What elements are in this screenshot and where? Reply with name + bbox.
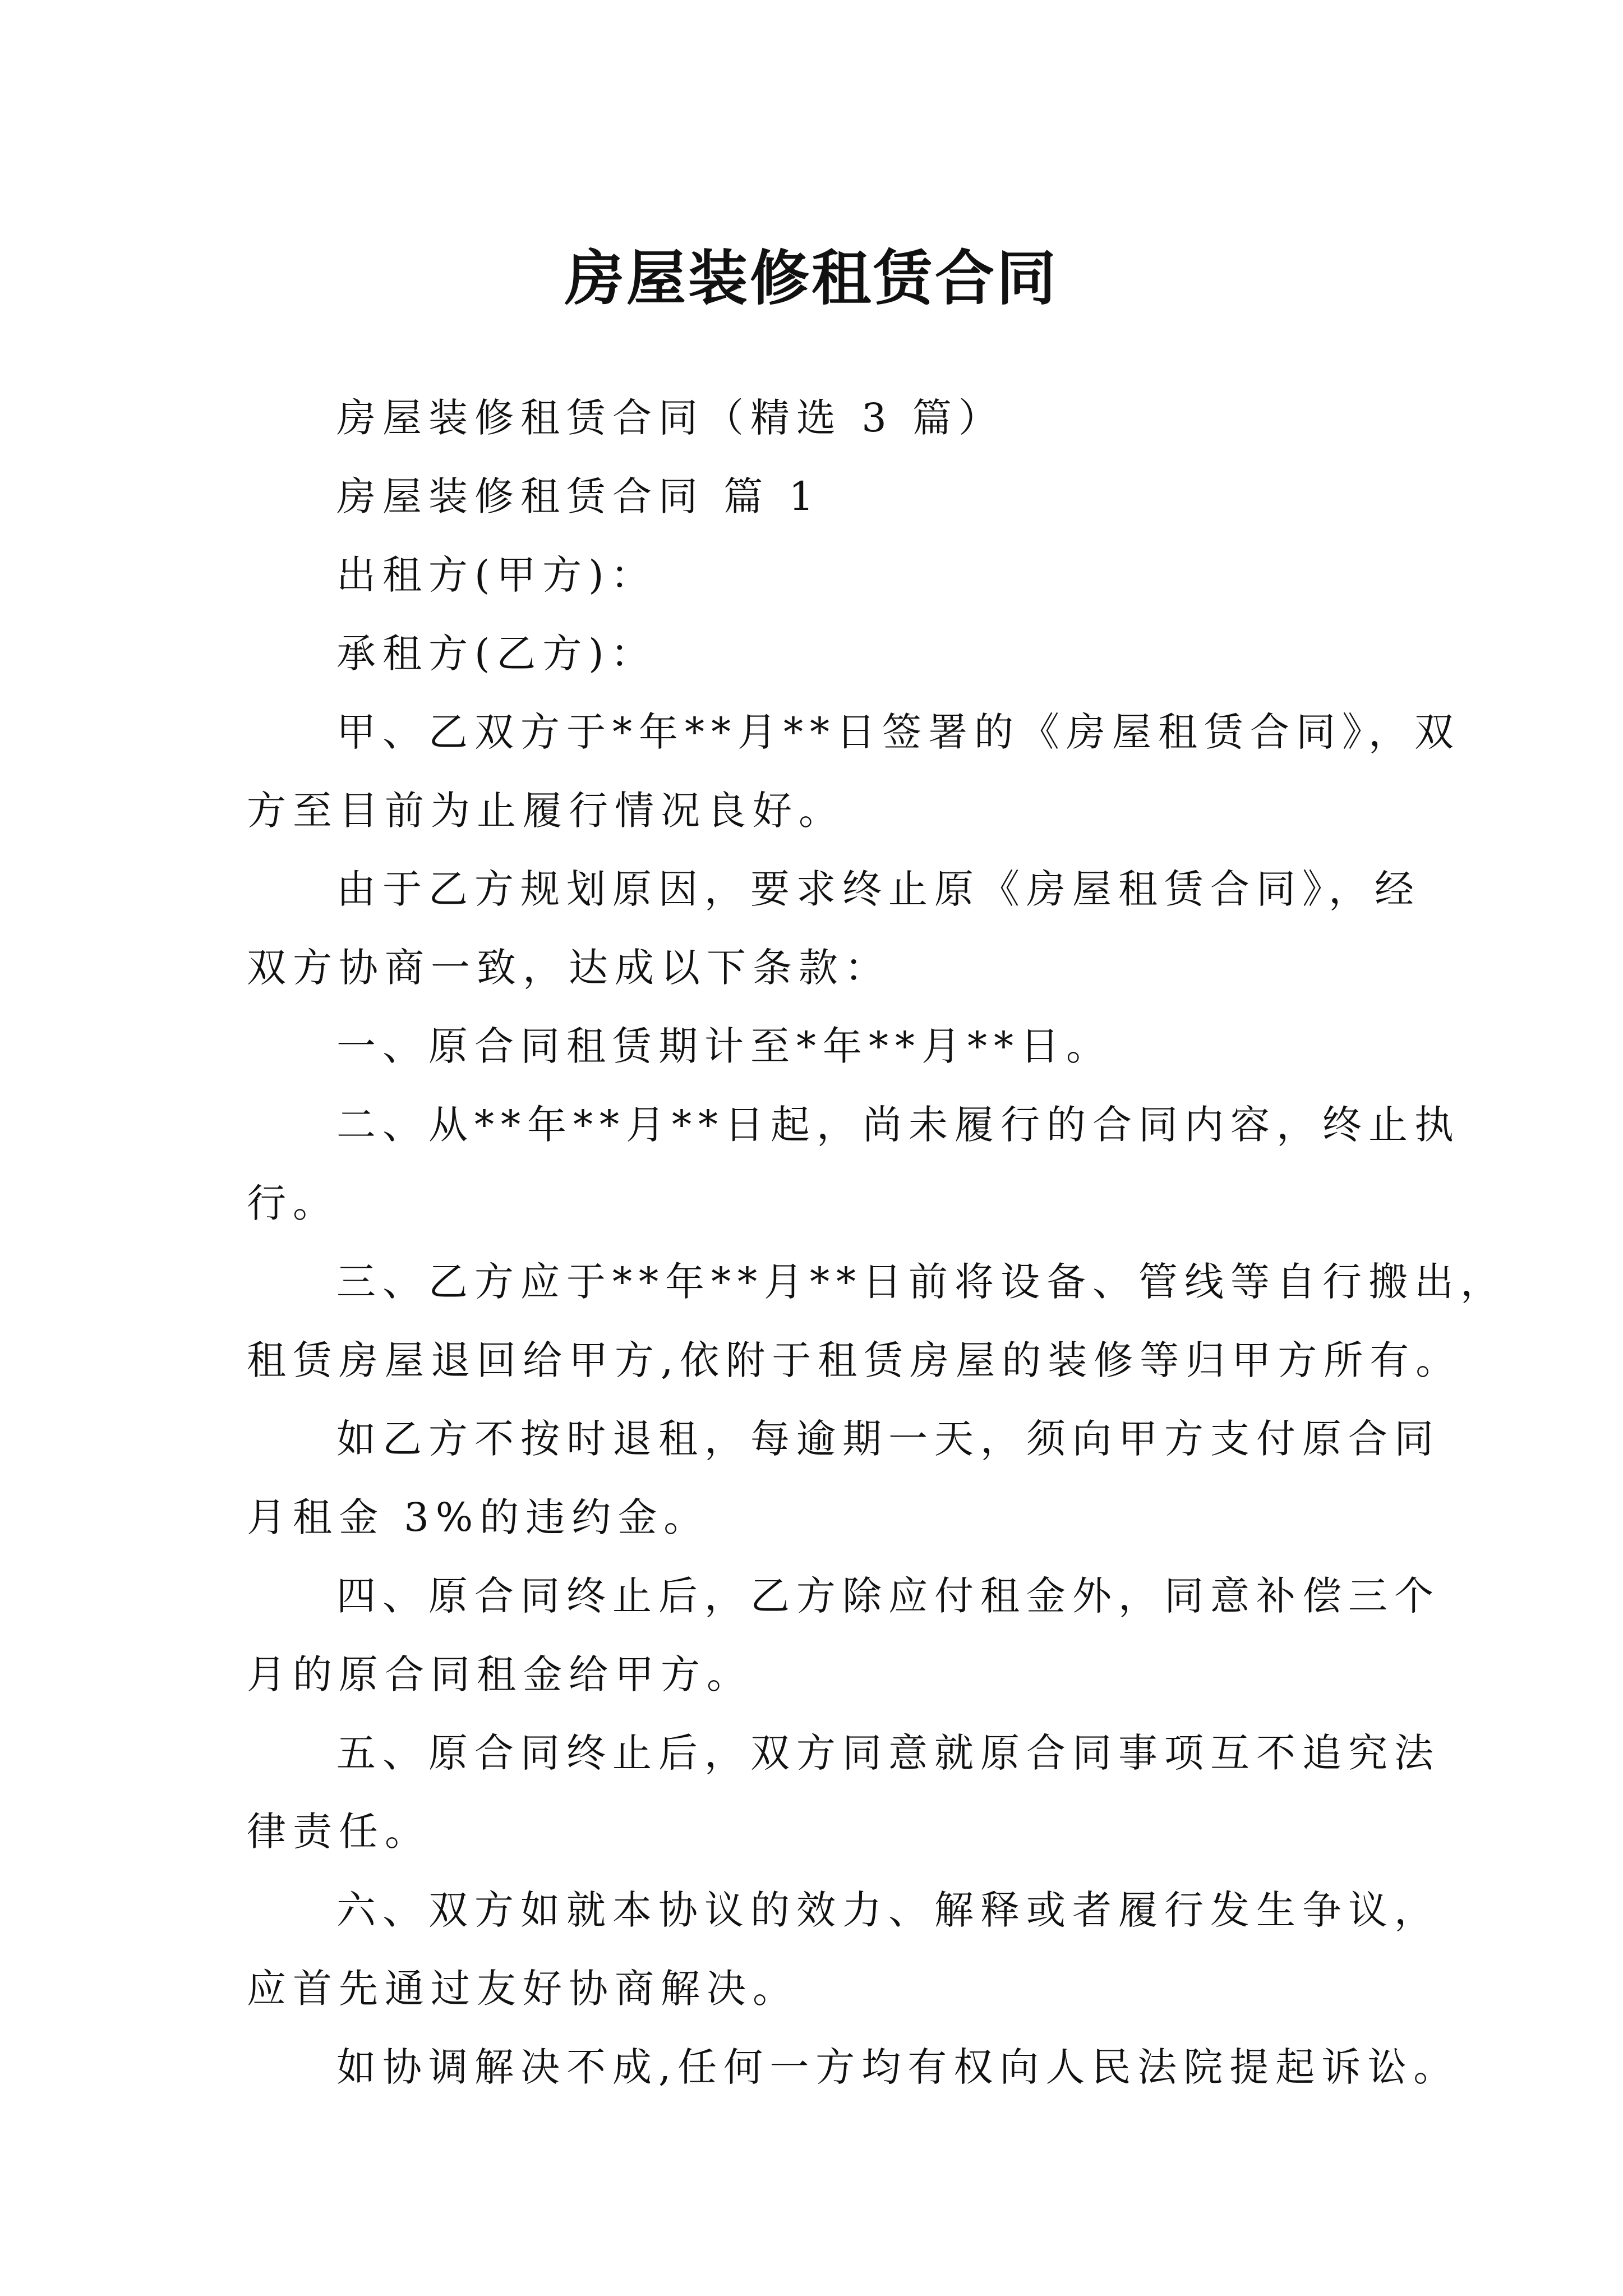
paragraph-line: 五、原合同终止后，双方同意就原合同事项互不追究法	[336, 1730, 1440, 1776]
paragraph-line: 月租金 3%的违约金。	[247, 1494, 710, 1540]
paragraph-reason	[247, 850, 1421, 1007]
paragraph-lessee	[247, 614, 1391, 693]
paragraph-line: 律责任。	[247, 1809, 431, 1855]
paragraph-line: 三、乙方应于**年**月**日前将设备、管线等自行搬出，	[336, 1259, 1506, 1305]
paragraph-line: 四、原合同终止后，乙方除应付租金外，同意补偿三个	[336, 1573, 1440, 1619]
paragraph-line: 如协调解决不成,任何一方均有权向人民法院提起诉讼。	[336, 2044, 1460, 2090]
document-body	[247, 379, 1506, 2106]
paragraph-line: 由于乙方规划原因，要求终止原《房屋租赁合同》，经	[336, 866, 1421, 912]
paragraph-clause-1	[247, 1007, 1391, 1085]
paragraph-line: 六、双方如就本协议的效力、解释或者履行发生争议，	[336, 1887, 1440, 1933]
paragraph-line: 承租方(乙方)：	[336, 631, 657, 677]
paragraph-line: 双方协商一致，达成以下条款：	[247, 945, 891, 991]
paragraph-line: 方至目前为止履行情况良好。	[247, 788, 845, 834]
paragraph-lessor	[247, 536, 1391, 614]
paragraph-line: 房屋装修租赁合同 篇 1	[336, 473, 821, 519]
paragraph-clause-6	[247, 1871, 1440, 2028]
paragraph-line: 一、原合同租赁期计至*年**月**日。	[336, 1023, 1112, 1069]
paragraph-clause-6-litigation	[247, 2028, 1460, 2106]
paragraph-clause-5	[247, 1714, 1440, 1871]
paragraph-subtitle	[247, 379, 1391, 457]
paragraph-clause-3-penalty	[247, 1400, 1440, 1557]
paragraph-line: 应首先通过友好协商解决。	[247, 1966, 799, 2012]
paragraph-line: 出租方(甲方)：	[336, 552, 657, 598]
paragraph-section-heading	[247, 457, 1391, 536]
paragraph-line: 月的原合同租金给甲方。	[247, 1651, 753, 1697]
paragraph-line: 房屋装修租赁合同（精选 3 篇）	[336, 395, 1005, 441]
paragraph-line: 甲、乙双方于*年**月**日签署的《房屋租赁合同》，双	[336, 709, 1460, 755]
paragraph-clause-4	[247, 1557, 1440, 1714]
paragraph-line: 行。	[247, 1180, 339, 1226]
paragraph-line: 租赁房屋退回给甲方,依附于租赁房屋的装修等归甲方所有。	[247, 1337, 1462, 1383]
paragraph-clause-2	[247, 1085, 1460, 1243]
paragraph-clause-3	[247, 1243, 1506, 1400]
paragraph-preamble	[247, 693, 1460, 850]
document-title: 房屋装修租赁合同	[565, 243, 1058, 314]
paragraph-line: 二、从**年**月**日起，尚未履行的合同内容，终止执	[336, 1102, 1460, 1148]
paragraph-line: 如乙方不按时退租，每逾期一天，须向甲方支付原合同	[336, 1416, 1440, 1462]
